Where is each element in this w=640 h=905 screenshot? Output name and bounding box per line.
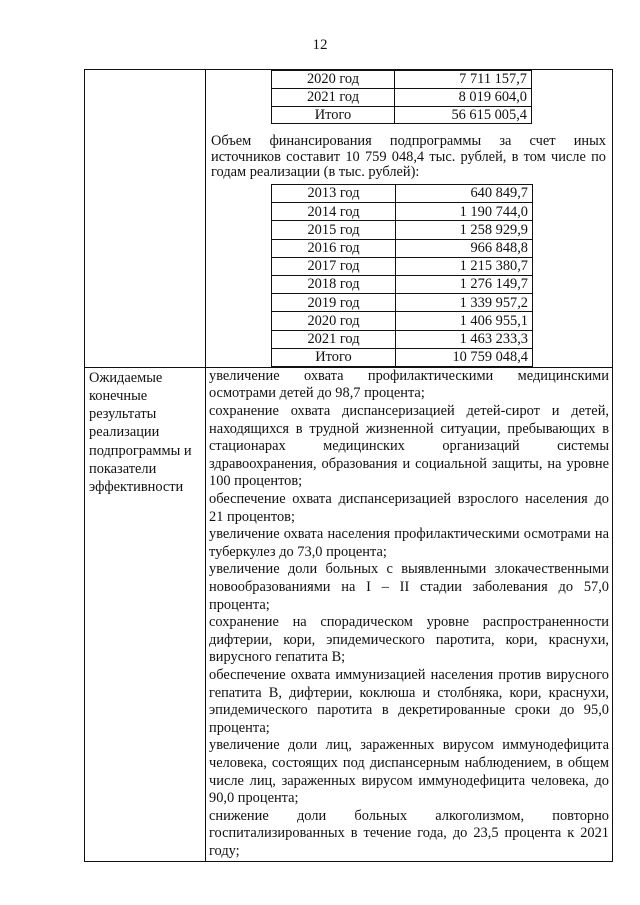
total-label-cell: Итого — [272, 348, 396, 366]
label-line: показатели — [89, 460, 157, 477]
year-cell: 2019 год — [272, 294, 396, 312]
funding-content-cell — [206, 70, 613, 368]
year-cell: 2016 год — [272, 239, 396, 257]
year-cell: 2017 год — [272, 257, 396, 275]
result-item: увеличение охвата профилактическими медицинскими осмотрами детей до 98,7 процента; — [209, 367, 609, 402]
label-line: результаты — [89, 406, 157, 423]
year-cell: 2020 год — [272, 312, 396, 330]
year-cell: 2021 год — [272, 88, 395, 106]
value-cell: 1 276 149,7 — [396, 275, 533, 293]
table-row — [272, 330, 533, 348]
other-sources-table — [271, 184, 533, 367]
value-cell: 1 258 929,9 — [396, 221, 533, 239]
table-row — [272, 88, 532, 106]
value-cell: 1 463 233,3 — [396, 330, 533, 348]
value-cell: 640 849,7 — [396, 185, 533, 203]
year-cell: 2014 год — [272, 203, 396, 221]
results-content-cell — [206, 367, 613, 861]
label-line: конечные — [89, 388, 148, 405]
label-line: подпрограммы и — [89, 442, 192, 459]
table-row — [272, 257, 533, 275]
label-line: эффективности — [89, 479, 184, 496]
value-cell: 1 339 957,2 — [396, 294, 533, 312]
result-item: увеличение охвата населения профилактическими осмотрами на туберкулез до 73,0 процента; — [209, 526, 609, 560]
result-item: обеспечение охвата диспансеризацией взрослого населения до 21 процентов; — [209, 491, 609, 525]
total-label-cell: Итого — [272, 106, 395, 124]
label-line: Ожидаемые — [89, 369, 163, 386]
year-cell: 2018 год — [272, 275, 396, 293]
total-value-cell: 10 759 048,4 — [396, 348, 533, 366]
value-cell: 1 190 744,0 — [396, 203, 533, 221]
value-cell: 7 711 157,7 — [395, 71, 532, 89]
table-row — [272, 71, 532, 89]
value-cell: 1 215 380,7 — [396, 257, 533, 275]
funding-paragraph: Объем финансирования подпрограммы за счет иных источников составит 10 759 048,4 тыс. рублей, в том числе по годам реализации (в тыс. рублей): — [211, 133, 606, 180]
page-number: 12 — [312, 37, 328, 53]
passport-table — [84, 69, 613, 862]
budget-total-table — [271, 70, 532, 124]
table-row — [272, 348, 533, 366]
table-row — [272, 294, 533, 312]
results-row — [85, 367, 613, 861]
value-cell: 8 019 604,0 — [395, 88, 532, 106]
result-item: увеличение доли больных с выявленными злокачественными новообразованиями на I – II стадии заболевания до 57,0 процента; — [209, 561, 609, 613]
table-row — [272, 203, 533, 221]
value-cell: 1 406 955,1 — [396, 312, 533, 330]
table-row — [272, 221, 533, 239]
table-row — [272, 185, 533, 203]
result-item: обеспечение охвата иммунизацией населения против вирусного гепатита В, дифтерии, коклюша и столбняка, кори, краснухи, эпидемического паротита в декретированные сроки до 95,0 процента; — [209, 666, 609, 736]
year-cell: 2021 год — [272, 330, 396, 348]
table-row — [272, 239, 533, 257]
results-label-cell — [85, 367, 206, 861]
result-item: сохранение на спорадическом уровне распространенности дифтерии, кори, эпидемического паротита, кори, краснухи, вирусного гепатита В; — [209, 614, 609, 666]
result-item: сохранение охвата диспансеризацией детей-сирот и детей, находящихся в трудной жизненной ситуации, пребывающих в стационарах медицинских организаций системы здравоохранения, образования и социальной защиты, на уровне 100 процентов; — [209, 403, 609, 490]
year-cell: 2013 год — [272, 185, 396, 203]
label-line: реализации — [89, 424, 160, 441]
funding-row — [85, 70, 613, 368]
value-cell: 966 848,8 — [396, 239, 533, 257]
year-cell: 2015 год — [272, 221, 396, 239]
funding-label-cell — [85, 70, 206, 368]
result-item: увеличение доли лиц, зараженных вирусом иммунодефицита человека, состоящих под диспансерным наблюдением, в общем числе лиц, зараженных вирусом иммунодефицита человека, до 90,0 процента; — [209, 737, 609, 807]
table-row — [272, 312, 533, 330]
table-row — [272, 106, 532, 124]
result-item: снижение доли больных алкоголизмом, повторно госпитализированных в течение года, до 23,5 процента к 2021 году; — [209, 807, 609, 859]
year-cell: 2020 год — [272, 71, 395, 89]
table-row — [272, 275, 533, 293]
total-value-cell: 56 615 005,4 — [395, 106, 532, 124]
